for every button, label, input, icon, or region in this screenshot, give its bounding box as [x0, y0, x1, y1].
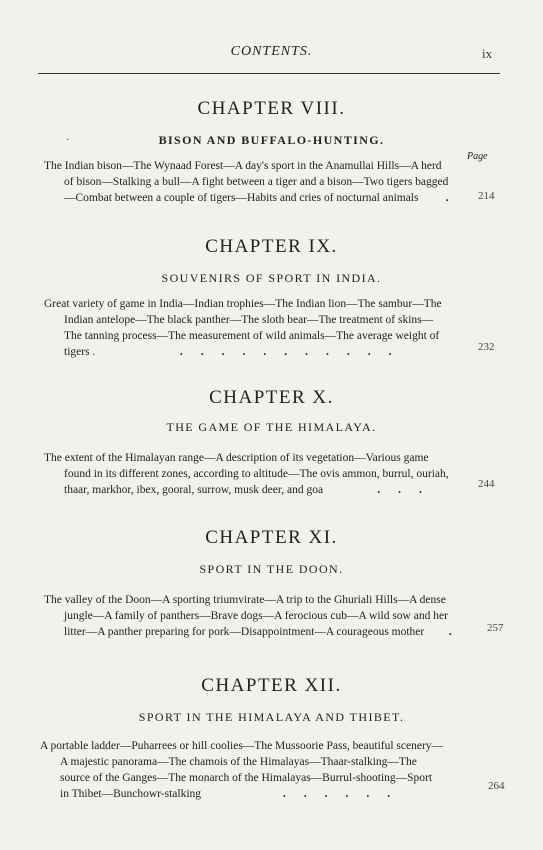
chapter-subtitle: SPORT IN THE DOON.	[199, 562, 344, 576]
summary-line-last	[44, 482, 494, 498]
leader-dots: ...........	[179, 346, 410, 358]
summary-line-last	[44, 344, 494, 360]
chapter-page-number: 257	[487, 622, 504, 634]
page-column-label: Page	[467, 151, 488, 162]
chapter-heading: CHAPTER XI.	[205, 527, 338, 548]
chapter-heading: CHAPTER XII.	[201, 675, 342, 696]
summary-line: source of the Ganges—The monarch of the Himalayas—Burrul-shooting—Sport	[60, 772, 433, 784]
running-header-page-number: ix	[482, 46, 493, 61]
chapter-subtitle: THE GAME OF THE HIMALAYA.	[166, 420, 377, 434]
chapter-page-number: 264	[488, 780, 505, 792]
summary-line-last	[40, 786, 490, 802]
chapter-summary	[44, 158, 494, 206]
summary-line: Great variety of game in India—Indian trophies—The Indian lion—The sambur—The	[44, 298, 442, 310]
chapter-summary	[44, 450, 494, 498]
summary-line-last	[44, 190, 494, 206]
leader-dots: .	[448, 626, 470, 638]
stray-dot: ·	[66, 135, 70, 146]
summary-line: A portable ladder—Puharrees or hill coolies—The Mussoorie Pass, beautiful scenery—	[40, 740, 444, 752]
summary-line: of bison—Stalking a bull—A fight between a tiger and a bison—Two tigers bagged	[64, 176, 449, 188]
chapter-summary	[40, 738, 490, 802]
summary-line: The valley of the Doon—A sporting triumvirate—A trip to the Ghuriali Hills—A dense	[44, 594, 446, 606]
summary-text: —Combat between a couple of tigers—Habits and cries of nocturnal animals	[64, 192, 419, 204]
summary-line: Indian antelope—The black panther—The sloth bear—The treatment of skins—	[64, 314, 434, 326]
chapter-heading: CHAPTER IX.	[205, 236, 338, 257]
summary-line: The Indian bison—The Wynaad Forest—A day's sport in the Anamullai Hills—A herd	[44, 160, 442, 172]
chapter-heading: CHAPTER VIII.	[197, 98, 346, 119]
summary-line: The extent of the Himalayan range—A description of its vegetation—Various game	[44, 452, 429, 464]
chapter-summary	[44, 592, 494, 640]
summary-text: litter—A panther preparing for pork—Disappointment—A courageous mother	[64, 626, 425, 638]
summary-text: thaar, markhor, ibex, gooral, surrow, musk deer, and goa	[64, 484, 324, 496]
leader-dots: .	[445, 192, 467, 204]
running-header-title: CONTENTS.	[230, 44, 313, 59]
summary-text: tigers .	[64, 346, 96, 358]
chapter-page-number: 214	[478, 190, 495, 202]
summary-line-last	[44, 624, 494, 640]
summary-line: jungle—A family of panthers—Brave dogs—A ferocious cub—A wild sow and her	[64, 610, 448, 622]
summary-line: A majestic panorama—The chamois of the Himalayas—Thaar-stalking—The	[60, 756, 417, 768]
summary-line: The tanning process—The measurement of wild animals—The average weight of	[64, 330, 440, 342]
chapter-heading: CHAPTER X.	[209, 387, 334, 408]
chapter-summary	[44, 296, 494, 360]
chapter-subtitle: BISON AND BUFFALO-HUNTING.	[158, 133, 385, 147]
leader-dots: ......	[282, 788, 409, 800]
chapter-subtitle: SOUVENIRS OF SPORT IN INDIA.	[161, 271, 382, 285]
chapter-page-number: 232	[478, 341, 495, 353]
chapter-subtitle: SPORT IN THE HIMALAYA AND THIBET.	[138, 710, 405, 724]
header-rule	[38, 73, 500, 74]
summary-line: found in its different zones, according to altitude—The ovis ammon, burrul, ouriah,	[64, 468, 449, 480]
summary-text: in Thibet—Bunchowr-stalking	[60, 788, 202, 800]
leader-dots: ...	[377, 484, 440, 496]
chapter-page-number: 244	[478, 478, 495, 490]
